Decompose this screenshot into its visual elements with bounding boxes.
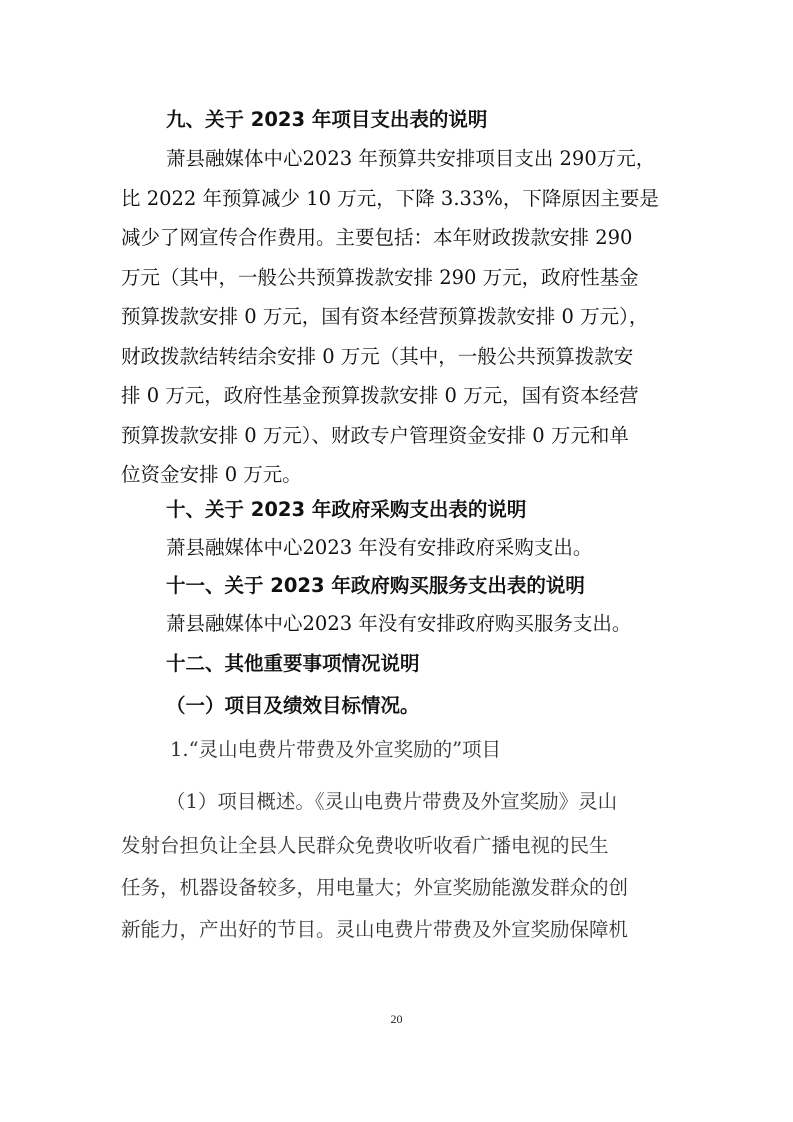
s9-line-1: 萧县融媒体中心2023 年预算共安排项目支出 290万元， [166, 147, 656, 170]
s10-text: 萧县融媒体中心2023 年没有安排政府采购支出。 [166, 536, 593, 559]
s9-line-3: 减少了网宣传合作费用。主要包括：本年财政拨款安排 290 [121, 226, 633, 249]
s9-line-2: 比 2022 年预算减少 10 万元，下降 3.33%，下降原因主要是 [121, 187, 659, 210]
section-12-heading: 十二、其他重要事项情况说明 [166, 652, 420, 675]
s9-line-6: 财政拨款结转结余安排 0 万元（其中，一般公共预算拨款安 [121, 345, 634, 368]
s12-line-1: （1）项目概述。《灵山电费片带费及外宣奖励》灵山 [166, 790, 618, 813]
section-10-heading: 十、关于 2023 年政府采购支出表的说明 [166, 498, 527, 521]
s11-text: 萧县融媒体中心2023 年没有安排政府购买服务支出。 [166, 612, 632, 635]
s9-line-4: 万元（其中，一般公共预算拨款安排 290 万元，政府性基金 [121, 266, 639, 289]
s12-line-4: 新能力，产出好的节目。灵山电费片带费及外宣奖励保障机 [121, 918, 629, 941]
page-number: 20 [390, 1012, 403, 1026]
s9-line-5: 预算拨款安排 0 万元，国有资本经营预算拨款安排 0 万元）， [121, 305, 649, 328]
s12-line-3: 任务，机器设备较多，用电量大；外宣奖励能激发群众的创 [121, 876, 629, 899]
s12-subheading: （一）项目及绩效目标情况。 [166, 694, 420, 717]
s12-item-title: 1.“灵山电费片带费及外宣奖励的”项目 [170, 738, 502, 761]
s9-line-7: 排 0 万元，政府性基金预算拨款安排 0 万元，国有资本经营 [121, 384, 639, 407]
s12-line-2: 发射台担负让全县人民群众免费收听收看广播电视的民生 [121, 834, 609, 857]
section-11-heading: 十一、关于 2023 年政府购买服务支出表的说明 [166, 574, 585, 597]
section-9-heading: 九、关于 2023 年项目支出表的说明 [166, 108, 488, 131]
s9-line-8: 预算拨款安排 0 万元）、财政专户管理资金安排 0 万元和单 [121, 424, 629, 447]
s9-line-9: 位资金安排 0 万元。 [121, 463, 302, 486]
